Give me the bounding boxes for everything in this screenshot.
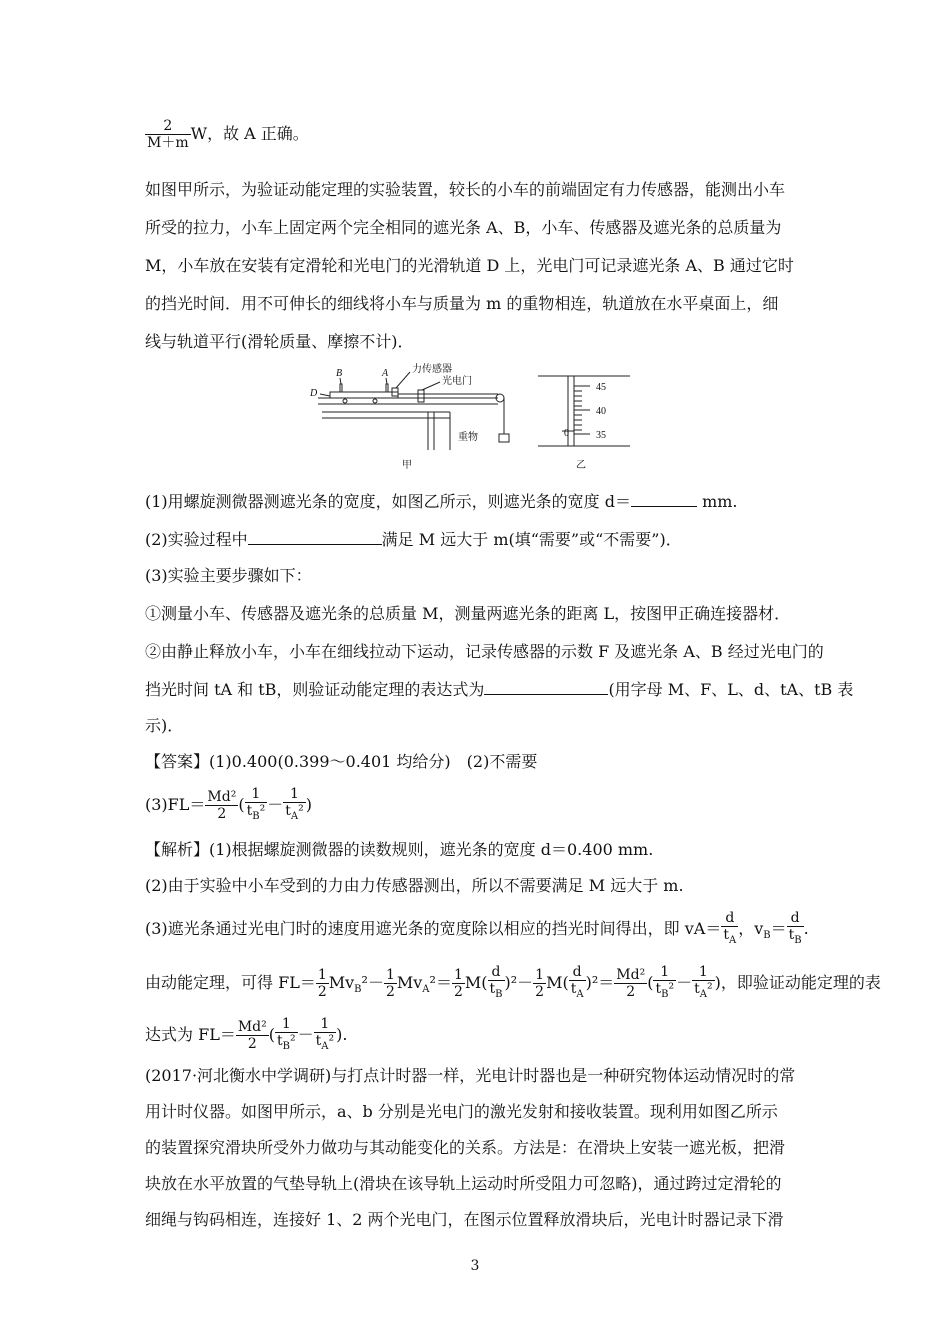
intro-line: 所受的拉力，小车上固定两个完全相同的遮光条 A、B，小车、传感器及遮光条的总质量为 [145,218,782,237]
label-D: D [310,388,318,399]
analysis-4: 由动能定理，可得 FL＝ $\frac{1}{2}$ $Mv_B^2-$ $\frac{1}{2}$ $Mv_A^2=$ $\frac{1}{2}$ M( $\frac{d}{t_B}$ )²－ $\frac{1}{2}$ M( $\frac{d}{t_A}$ )²＝ $\frac{\text{Md²}}{2}$ ( $\frac{1}{t_B^2}$ － $\frac{1}{t_A^2}$ )，即验证动能定理的表 [145,964,881,1000]
next-line: 细绳与钩码相连，连接好 1、2 两个光电门，在图示位置释放滑块后，光电计时器记录下滑 [145,1210,784,1229]
label-sensor: 力传感器 [412,364,452,375]
intro-line: 线与轨道平行(滑轮质量、摩擦不计)． [145,332,414,351]
intro-line: M，小车放在安装有定滑轮和光电门的光滑轨道 D 上，光电门可记录遮光条 A、B 通过它时 [145,256,794,275]
answer-formula: (3)FL＝ $\frac{\text{Md²}}{2}$ ( $\frac{1}{t_B^2}$ － $\frac{1}{t_A^2}$ ) [145,786,312,822]
question-2: (2)实验过程中 满足 M 远大于 m(填“需要”或“不需要”)． [145,530,682,549]
analysis-2: (2)由于实验中小车受到的力由力传感器测出，所以不需要满足 M 远大于 m. [145,876,684,895]
answer-blank-2[interactable] [248,530,382,545]
answer-line: 【答案】(1)0.400(0.399～0.401 均给分) (2)不需要 [145,752,538,771]
step-2-cont: 挡光时间 tA 和 tB，则验证动能定理的表达式为 (用字母 M、F、L、d、tA、tB 表 [145,680,854,699]
next-line: 块放在水平放置的气垫导轨上(滑块在该导轨上运动时所受阻力可忽略)，通过跨过定滑轮的 [145,1174,782,1193]
question-1: (1)用螺旋测微器测遮光条的宽度，如图乙所示，则遮光条的宽度 d＝ mm. [145,492,738,511]
label-weight: 重物 [458,432,478,443]
next-line: 用计时仪器。如图甲所示，a、b 分别是光电门的激光发射和接收装置。现利用如图乙所示 [145,1102,778,1121]
step-2: ②由静止释放小车，小车在细线拉动下运动，记录传感器的示数 F 及遮光条 A、B 经过光电门的 [145,642,824,661]
figure-yi [538,376,630,446]
analysis-3: (3)遮光条通过光电门时的速度用遮光条的宽度除以相应的挡光时间得出，即 vA＝ $\frac{d}{t_A}$ ，$v_B=$ $\frac{d}{t_B}$ . [145,910,809,946]
page-number: 3 [470,1258,480,1274]
figure-jia [318,372,509,450]
tick-zero: 0 [564,428,569,439]
tick-40: 40 [596,406,606,417]
analysis-5: 达式为 FL＝ $\frac{\text{Md²}}{2}$ ( $\frac{1}{t_B^2}$ － $\frac{1}{t_A^2}$ ). [145,1016,348,1052]
next-line: (2017·河北衡水中学调研)与打点计时器一样，光电计时器也是一种研究物体运动情况时的常 [145,1066,796,1085]
answer-blank-1[interactable] [631,492,697,507]
label-B: B [336,368,343,379]
step-2-end: 示)． [145,716,184,735]
caption-jia: 甲 [402,460,412,471]
intro-line: 的挡光时间．用不可伸长的细线将小车与质量为 m 的重物相连，轨道放在水平桌面上，细 [145,294,779,313]
question-3: (3)实验主要步骤如下： [145,566,312,585]
next-line: 的装置探究滑块所受外力做功与其动能变化的关系。方法是：在滑块上安装一遮光板，把滑 [145,1138,786,1157]
experiment-figure [300,360,650,480]
tick-45: 45 [596,382,606,393]
step-1: ①测量小车、传感器及遮光条的总质量 M，测量两遮光条的距离 L，按图甲正确连接器材． [145,604,791,623]
fraction: $\frac{2}{M+m}$ [147,118,189,151]
caption-yi: 乙 [576,460,586,471]
label-A: A [382,368,389,379]
label-gate: 光电门 [442,376,472,387]
answer-blank-3[interactable] [484,680,608,695]
analysis-1: 【解析】(1)根据螺旋测微器的读数规则，遮光条的宽度 d＝0.400 mm. [145,840,654,859]
top-fraction-line: $\frac{2}{M+m}$ W，故 A 正确。 [147,118,309,151]
tick-35: 35 [596,430,606,441]
intro-line: 如图甲所示，为验证动能定理的实验装置，较长的小车的前端固定有力传感器，能测出小车 [145,180,786,199]
